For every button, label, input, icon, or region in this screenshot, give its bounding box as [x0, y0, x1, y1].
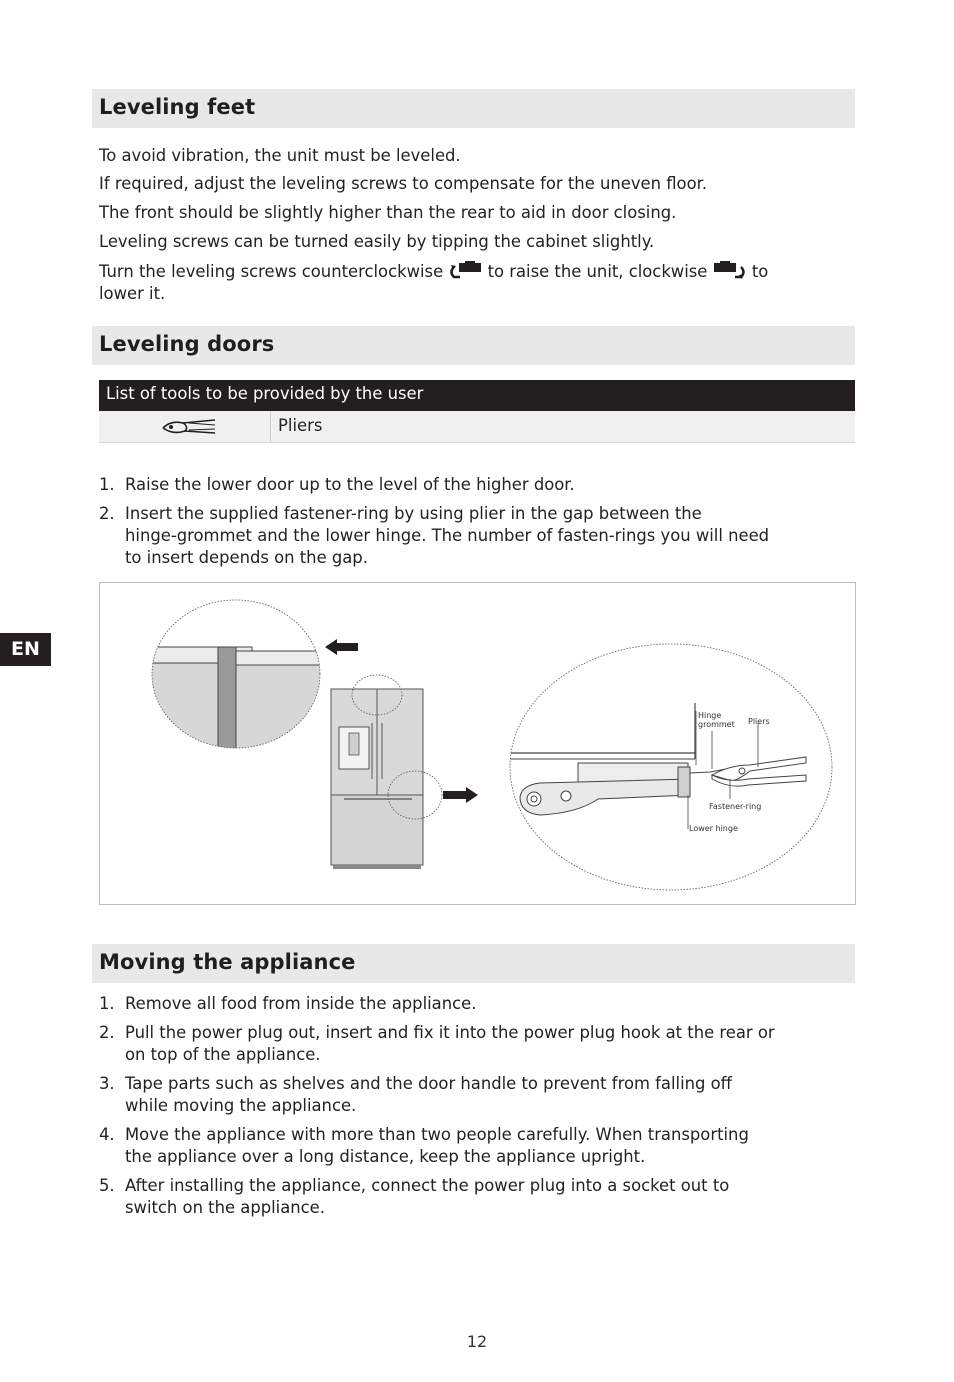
- hinge-zoom: [500, 644, 832, 890]
- list-number: 1.: [99, 994, 115, 1013]
- paragraph-line: If required, adjust the leveling screws to compensate for the uneven floor.: [99, 174, 708, 193]
- list-text: to insert depends on the gap.: [125, 548, 368, 567]
- list-text: Remove all food from inside the appliance.: [125, 994, 477, 1013]
- paragraph-line: Leveling screws can be turned easily by tipping the cabinet slightly.: [99, 232, 655, 251]
- paragraph-line: lower it.: [99, 284, 166, 303]
- list-text: Insert the supplied fastener-ring by using plier in the gap between the: [125, 504, 702, 523]
- tool-name: Pliers: [278, 416, 323, 435]
- label-hinge: Hinge: [698, 711, 722, 720]
- list-number: 3.: [99, 1074, 115, 1093]
- paragraph-turn-screws: [99, 261, 768, 287]
- list-number: 5.: [99, 1176, 115, 1195]
- section-header-moving: [92, 944, 855, 983]
- list-text: while moving the appliance.: [125, 1096, 357, 1115]
- label-grommet: grommet: [698, 720, 735, 729]
- tools-table-header: [99, 380, 855, 411]
- list-text: the appliance over a long distance, keep the appliance upright.: [125, 1147, 646, 1166]
- turn-text-2: to raise the unit, clockwise: [487, 262, 708, 281]
- tools-table-row: [99, 411, 855, 443]
- list-text: Tape parts such as shelves and the door handle to prevent from falling off: [125, 1074, 732, 1093]
- section-title: Leveling feet: [99, 95, 256, 119]
- tools-table-header-text: List of tools to be provided by the user: [106, 384, 424, 403]
- clockwise-screw-icon: [713, 261, 747, 287]
- list-number: 2.: [99, 504, 115, 523]
- list-number: 4.: [99, 1125, 115, 1144]
- arrow-right-icon: [443, 787, 478, 803]
- counterclockwise-screw-icon: [448, 261, 482, 287]
- arrow-left-icon: [325, 639, 358, 655]
- turn-text-1: Turn the leveling screws counterclockwise: [99, 262, 444, 281]
- page-number: 12: [466, 1332, 488, 1351]
- turn-text-3: to: [751, 262, 769, 281]
- paragraph-line: The front should be slightly higher than the rear to aid in door closing.: [99, 203, 677, 222]
- label-fastener-ring: Fastener-ring: [709, 802, 762, 811]
- pliers-icon: [99, 411, 271, 442]
- list-text: hinge-grommet and the lower hinge. The number of fasten-rings you will need: [125, 526, 770, 545]
- paragraph-line: To avoid vibration, the unit must be leveled.: [99, 146, 461, 165]
- list-text: After installing the appliance, connect the power plug into a socket out to: [125, 1176, 730, 1195]
- section-title: Moving the appliance: [99, 950, 356, 974]
- section-header-leveling-doors: [92, 326, 855, 365]
- list-text: Move the appliance with more than two people carefully. When transporting: [125, 1125, 749, 1144]
- door-leveling-illustration: [99, 582, 856, 905]
- section-title: Leveling doors: [99, 332, 275, 356]
- list-text: Pull the power plug out, insert and fix it into the power plug hook at the rear or: [125, 1023, 775, 1042]
- list-number: 2.: [99, 1023, 115, 1042]
- door-gap-zoom: [140, 600, 336, 771]
- label-pliers: Pliers: [748, 717, 770, 726]
- section-header-leveling-feet: [92, 89, 855, 128]
- list-text: on top of the appliance.: [125, 1045, 321, 1064]
- language-tab: EN: [0, 633, 51, 666]
- refrigerator-illustration: [331, 675, 442, 869]
- list-number: 1.: [99, 475, 115, 494]
- label-lower-hinge: Lower hinge: [689, 824, 738, 833]
- list-text: Raise the lower door up to the level of the higher door.: [125, 475, 575, 494]
- list-text: switch on the appliance.: [125, 1198, 325, 1217]
